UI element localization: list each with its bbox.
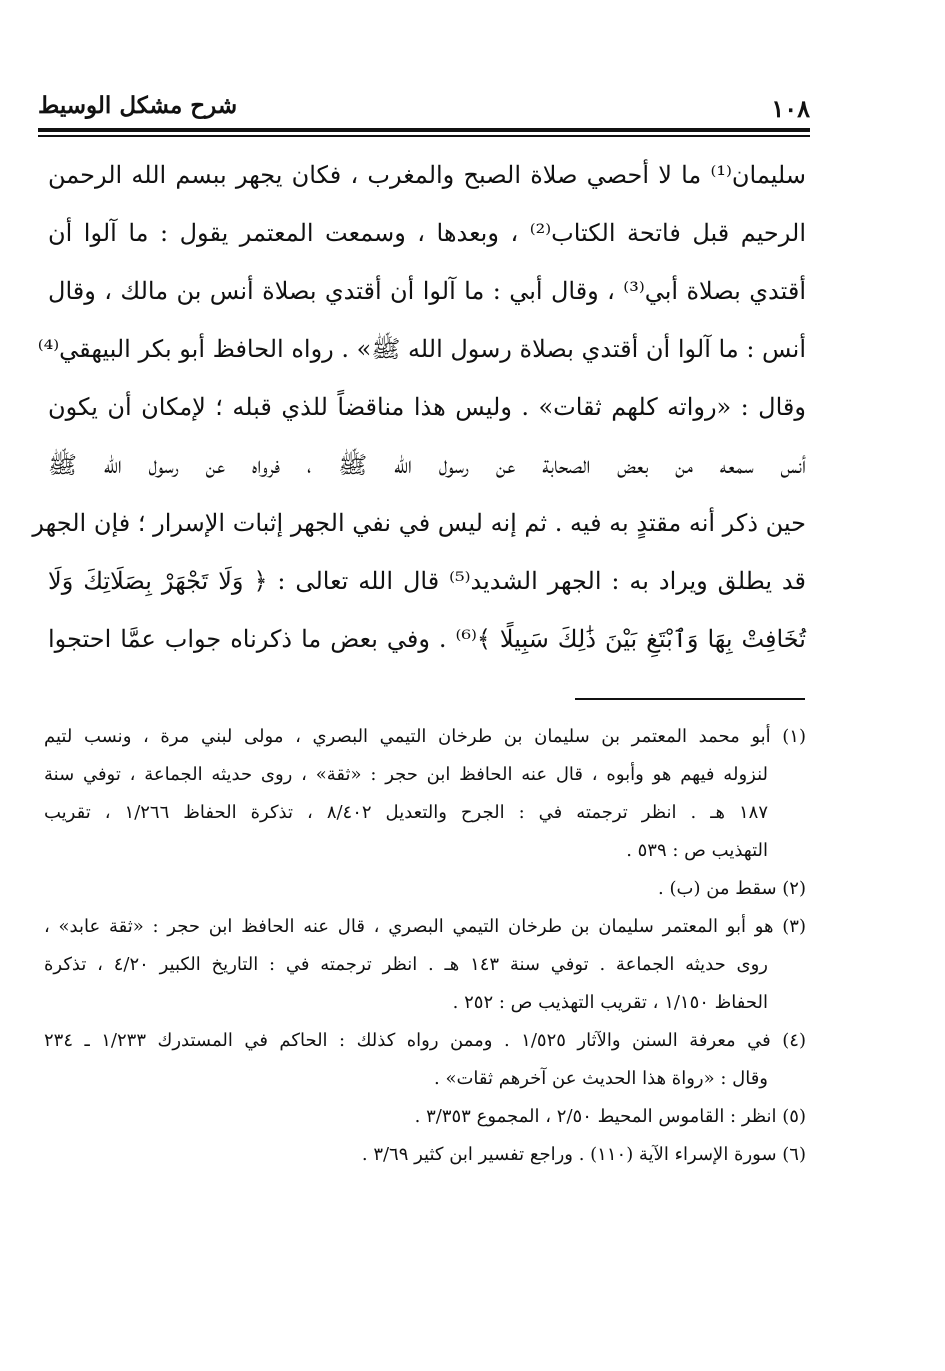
footnotes (44, 718, 806, 1174)
footnote-line: التهذيب ص : ٥٣٩ . (626, 840, 768, 861)
footnote-line: (٥) انظر : القاموس المحيط ٢/٥٠ ، المجموع ٣/٣٥٣ . (414, 1106, 806, 1127)
page-number: ١٠٨ (771, 94, 810, 123)
footnote-line: (٤) في معرفة السنن والآثار ١/٥٢٥ . وممن رواه كذلك : الحاكم في المستدرك ١/٢٣٣ ـ ٢٣٤ (44, 1030, 806, 1051)
footnote-separator (575, 698, 805, 700)
body-line: أنس سمعه من بعض الصحابة عن رسول الله ﷺ ، فرواه عن رسول الله ﷺ (48, 451, 806, 479)
footnote-3 (44, 908, 806, 1022)
footnote-line: الحفاظ ١/١٥٠ ، تقريب التهذيب ص : ٢٥٢ . (452, 992, 768, 1013)
footnote-line: (٣) هو أبو المعتمر سليمان بن طرخان التيمي البصري ، قال عنه الحافظ ابن حجر : «ثقة عابد» ، (44, 916, 806, 937)
footnote-line: (١) أبو محمد المعتمر بن سليمان بن طرخان التيمي البصري ، مولى لبني مرة ، ونسب لتيم (44, 726, 806, 747)
header-rule-thick (38, 128, 810, 132)
header-rule-thin (38, 135, 810, 137)
body-line: تُخَافِتْ بِهَا وَٱبْتَغِ بَيْنَ ذَٰلِكَ سَبِيلًا ﴾⁽⁶⁾ . وفي بعض ما ذكرناه جواب عمَّا احتجوا (48, 625, 806, 653)
body-line: سليمان⁽¹⁾ ما لا أحصي صلاة الصبح والمغرب ، فكان يجهر ببسم الله الرحمن (48, 161, 806, 189)
body-text (32, 146, 807, 668)
footnote-line: (٢) سقط من (ب) . (658, 878, 806, 899)
page-header (38, 88, 810, 128)
footnote-5 (44, 1098, 806, 1136)
footnote-line: (٦) سورة الإسراء الآية (١١٠) . وراجع تفسير ابن كثير ٣/٦٩ . (361, 1144, 806, 1165)
footnote-4 (44, 1022, 806, 1098)
footnote-2 (44, 870, 806, 908)
footnote-line: ١٨٧ هـ . انظر ترجمته في : الجرح والتعديل ٨/٤٠٢ ، تذكرة الحفاظ ١/٢٦٦ ، تقريب (44, 802, 768, 823)
body-line: أنس : ما آلوا أن أقتدي بصلاة رسول الله ﷺ» . رواه الحافظ أبو بكر البيهقي⁽⁴⁾ (37, 335, 806, 363)
footnote-line: وقال : «رواة هذا الحديث عن آخرهم ثقات» . (434, 1068, 768, 1089)
footnote-1 (44, 718, 806, 870)
footnote-line: روى حديثه الجماعة . توفي سنة ١٤٣ هـ . انظر ترجمته في : التاريخ الكبير ٤/٢٠ ، تذكرة (44, 954, 768, 975)
running-title: شرح مشكل الوسيط (38, 92, 238, 119)
body-line: وقال : «رواته كلهم ثقات» . وليس هذا مناقضاً للذي قبله ؛ لإمكان أن يكون (48, 393, 806, 421)
footnote-line: لنزوله فيهم هو وأبوه ، قال عنه الحافظ ابن حجر : «ثقة» ، روى حديثه الجماعة ، توفي سنة (44, 764, 768, 785)
body-line: قد يطلق ويراد به : الجهر الشديد⁽⁵⁾ قال الله تعالى : ﴿ وَلَا تَجْهَرْ بِصَلَاتِكَ وَلَا (48, 567, 806, 595)
body-line: أقتدي بصلاة أبي⁽³⁾ ، وقال أبي : ما آلوا أن أقتدي بصلاة أنس بن مالك ، وقال (48, 277, 807, 305)
body-line: الرحيم قبل فاتحة الكتاب⁽²⁾ ، وبعدها ، وسمعت المعتمر يقول : ما آلوا أن (48, 219, 806, 247)
body-line: حين ذكر أنه مقتدٍ به فيه . ثم إنه ليس في نفي الجهر إثبات الإسرار ؛ فإن الجهر (32, 509, 806, 537)
footnote-6 (44, 1136, 806, 1174)
